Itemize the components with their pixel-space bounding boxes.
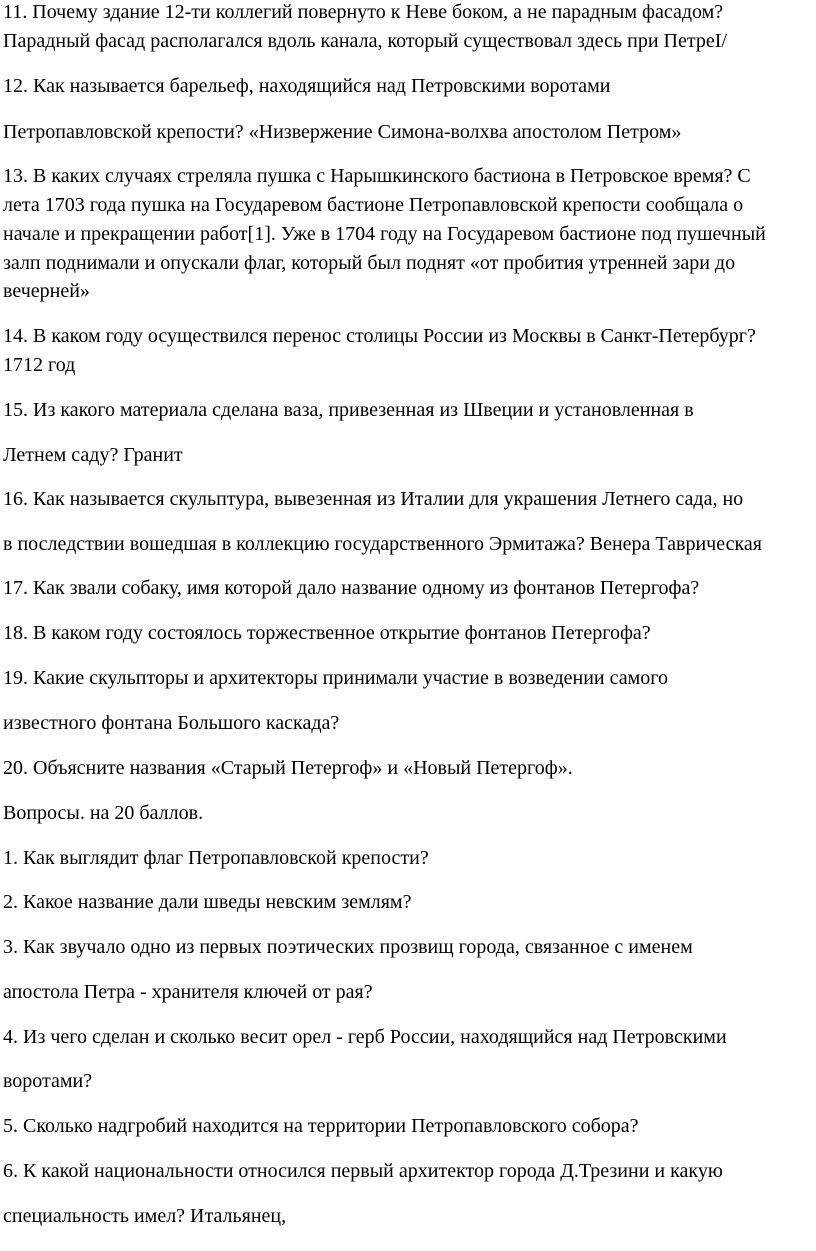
question-4-line-1: 4. Из чего сделан и сколько весит орел - герб России, находящийся над Петровскими bbox=[3, 1026, 727, 1048]
question-3-line-1: 3. Как звучало одно из первых поэтических прозвищ города, связанное с именем bbox=[3, 936, 693, 958]
question-2-text: 2. Какое название дали шведы невским землям? bbox=[3, 891, 412, 913]
question-4-line-2: воротами? bbox=[3, 1070, 93, 1092]
answer-13-line-2: начале и прекращении работ[1]. Уже в 1704 году на Государевом бастионе под пушечный bbox=[3, 223, 766, 245]
answer-14-text: 1712 год bbox=[3, 354, 76, 376]
answer-16-text: в последствии вошедшая в коллекцию государственного Эрмитажа? Венера Таврическая bbox=[3, 533, 762, 555]
question-11-text: 11. Почему здание 12-ти коллегий повернуто к Неве боком, а не парадным фасадом? bbox=[3, 1, 724, 23]
question-3-line-2: апостола Петра - хранителя ключей от рая? bbox=[3, 981, 373, 1003]
question-6-line-1: 6. К какой национальности относился первый архитектор города Д.Трезини и какую bbox=[3, 1160, 723, 1182]
question-12-text: 12. Как называется барельеф, находящийся над Петровскими воротами bbox=[3, 75, 611, 97]
answer-15-text: Летнем саду? Гранит bbox=[3, 444, 183, 466]
answer-13-line-3: залп поднимали и опускали флаг, который был поднят «от пробития утренней зари до bbox=[3, 252, 736, 274]
section-heading: Вопросы. на 20 баллов. bbox=[3, 802, 204, 824]
question-17-text: 17. Как звали собаку, имя которой дало название одному из фонтанов Петергофа? bbox=[3, 577, 700, 599]
answer-11-text: Парадный фасад располагался вдоль канала, который существовал здесь при ПетреI/ bbox=[3, 30, 727, 52]
question-19-line-2: известного фонтана Большого каскада? bbox=[3, 712, 340, 734]
question-14-text: 14. В каком году осуществился перенос столицы России из Москвы в Санкт-Петербург? bbox=[3, 325, 756, 347]
question-6-line-2: специальность имел? Итальянец, bbox=[3, 1205, 287, 1227]
question-16-text: 16. Как называется скульптура, вывезенная из Италии для украшения Летнего сада, но bbox=[3, 488, 744, 510]
question-13-text: 13. В каких случаях стреляла пушка с Нарышкинского бастиона в Петровское время? С bbox=[3, 165, 751, 187]
question-1-text: 1. Как выглядит флаг Петропавловской крепости? bbox=[3, 847, 429, 869]
question-20-text: 20. Объясните названия «Старый Петергоф» и «Новый Петергоф». bbox=[3, 757, 573, 779]
question-18-text: 18. В каком году состоялось торжественное открытие фонтанов Петергофа? bbox=[3, 622, 651, 644]
answer-13-line-1: лета 1703 года пушка на Государевом бастионе Петропавловской крепости сообщала о bbox=[3, 194, 744, 216]
question-19-line-1: 19. Какие скульпторы и архитекторы принимали участие в возведении самого bbox=[3, 667, 668, 689]
question-15-text: 15. Из какого материала сделана ваза, привезенная из Швеции и установленная в bbox=[3, 399, 694, 421]
question-5-text: 5. Сколько надгробий находится на территории Петропавловского собора? bbox=[3, 1115, 639, 1137]
answer-13-line-4: вечерней» bbox=[3, 280, 90, 302]
answer-12-text: Петропавловской крепости? «Низвержение Симона-волхва апостолом Петром» bbox=[3, 121, 682, 143]
